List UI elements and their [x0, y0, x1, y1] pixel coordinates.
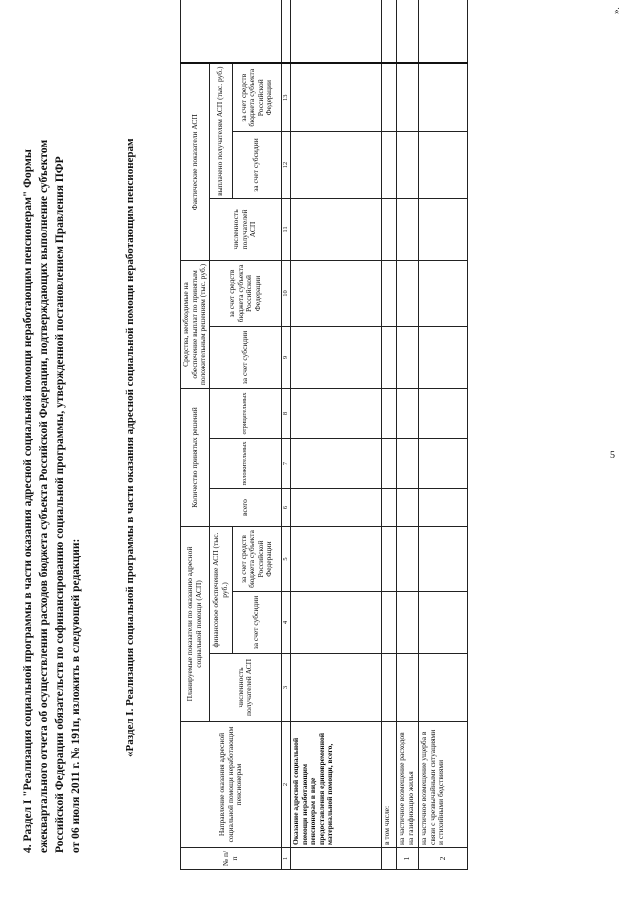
data-cell [397, 63, 419, 131]
data-cell [419, 198, 468, 260]
data-cell [419, 0, 468, 63]
header-negative: отрицательных [209, 388, 281, 438]
data-cell [291, 654, 382, 722]
data-cell [419, 131, 468, 198]
data-cell [419, 260, 468, 326]
data-cell [291, 260, 382, 326]
column-number: 5 [281, 527, 291, 592]
data-cell [382, 592, 397, 654]
data-cell [419, 592, 468, 654]
data-cell [397, 654, 419, 722]
column-number: 7 [281, 439, 291, 489]
table-row [382, 0, 397, 870]
column-number: 9 [281, 326, 291, 388]
data-cell [291, 63, 382, 131]
header-actual-recipients: численность получателей АСП [209, 198, 281, 260]
header-planned-regional: за счет средств бюджета субъекта Российской Федерации [232, 527, 281, 592]
row-label: в том числе: [382, 722, 397, 848]
data-cell [291, 592, 382, 654]
extra-column-header [181, 0, 282, 63]
data-cell [382, 527, 397, 592]
header-funds-subsidy: за счет субсидии [209, 326, 281, 388]
data-cell [397, 489, 419, 527]
table-row [419, 0, 468, 870]
data-cell [419, 527, 468, 592]
data-cell [291, 131, 382, 198]
data-cell [382, 439, 397, 489]
report-table [180, 0, 468, 870]
column-number-row [281, 0, 291, 870]
column-number: 10 [281, 260, 291, 326]
data-cell [397, 439, 419, 489]
data-cell [382, 0, 397, 63]
row-num [291, 848, 382, 870]
header-decisions: Количество принятых решений [181, 388, 210, 526]
header-paid-subsidy: за счет субсидии [232, 131, 281, 198]
intro-paragraph [20, 93, 84, 853]
data-cell [382, 489, 397, 527]
header-row-1 [181, 0, 210, 870]
data-cell [397, 388, 419, 438]
column-number: 12 [281, 131, 291, 198]
data-cell [419, 326, 468, 388]
data-cell [397, 592, 419, 654]
data-cell [291, 527, 382, 592]
column-number: 6 [281, 489, 291, 527]
table-row [291, 0, 382, 870]
page-number: 5 [610, 450, 615, 461]
intro-line-1: 4. Раздел I "Реализация социальной программы в части оказания адресной социальной помощи неработающим пенсионерам" Формы [22, 149, 34, 853]
header-funds: Средства, необходимые на обеспечение выплат по принятым положительным решениям (тыс. руб.) [181, 260, 210, 388]
data-cell [382, 326, 397, 388]
column-number: 1 [281, 848, 291, 870]
header-total: всего [209, 489, 281, 527]
column-number-empty [281, 0, 291, 63]
data-cell [397, 131, 419, 198]
row-num [382, 848, 397, 870]
data-cell [382, 388, 397, 438]
row-label: Оказание адресной социальной помощи неработающим пенсионерам в виде предоставления единовременной материальной помощи, всего, [291, 722, 382, 848]
header-num: № п/п [181, 848, 282, 870]
column-number: 11 [281, 198, 291, 260]
column-number: 13 [281, 63, 291, 131]
header-direction: Направление оказания адресной социальной помощи неработающим пенсионерам [181, 722, 282, 848]
column-number: 8 [281, 388, 291, 438]
data-cell [291, 0, 382, 63]
intro-line-2: ежеквартального отчета об осуществлении расходов бюджета субъекта Российской Федерации, подтверждающих выполнение субъектом [38, 139, 50, 853]
header-paid-regional: за счет средств бюджета субъекта Российской Федерации [232, 63, 281, 131]
data-cell [382, 260, 397, 326]
data-cell [291, 439, 382, 489]
data-cell [291, 198, 382, 260]
data-cell [382, 131, 397, 198]
data-cell [397, 198, 419, 260]
data-cell [382, 198, 397, 260]
header-paid: выплачено получателям АСП (тыс. руб.) [209, 63, 232, 198]
row-label: на частичное возмещение расходов на газификацию жилья [397, 722, 419, 848]
data-cell [419, 654, 468, 722]
column-number: 3 [281, 654, 291, 722]
row-label: на частичное возмещение ущерба в связи с чрезвычайными ситуациями и стихийными бедствиями [419, 722, 468, 848]
header-positive: положительных [209, 439, 281, 489]
row-num: 1 [397, 848, 419, 870]
data-cell [397, 527, 419, 592]
data-cell [291, 489, 382, 527]
data-cell [419, 388, 468, 438]
header-planned-financing: финансовое обеспечение АСП (тыс. руб.) [209, 527, 232, 654]
data-cell [291, 326, 382, 388]
data-cell [397, 0, 419, 63]
column-number: 2 [281, 722, 291, 848]
data-cell [419, 63, 468, 131]
closing-mark: ». [611, 7, 621, 14]
header-planned-subsidy: за счет субсидии [232, 592, 281, 654]
data-cell [397, 326, 419, 388]
header-funds-regional: за счет средств бюджета субъекта Российской Федерации [209, 260, 281, 326]
data-cell [397, 260, 419, 326]
data-cell [419, 489, 468, 527]
header-planned: Планируемые показатели по оказанию адресной социальной помощи (АСП) [181, 527, 210, 722]
header-planned-recipients: численность получателей АСП [209, 654, 281, 722]
intro-line-3: Российской Федерации обязательств по софинансированию социальной программы, утвержденной постановлением Правления ПФР [54, 156, 66, 853]
data-cell [382, 654, 397, 722]
intro-line-4: от 06 июля 2011 г. № 191п, изложить в следующей редакции: [70, 538, 82, 853]
row-num: 2 [419, 848, 468, 870]
data-cell [291, 388, 382, 438]
column-number: 4 [281, 592, 291, 654]
data-cell [419, 439, 468, 489]
table-row [397, 0, 419, 870]
header-actual: Фактические показатели АСП [181, 63, 210, 260]
section-title: «Раздел I. Реализация социальной программы в части оказания адресной социальной помощи неработающим пенсионерам [124, 138, 136, 757]
data-cell [382, 63, 397, 131]
